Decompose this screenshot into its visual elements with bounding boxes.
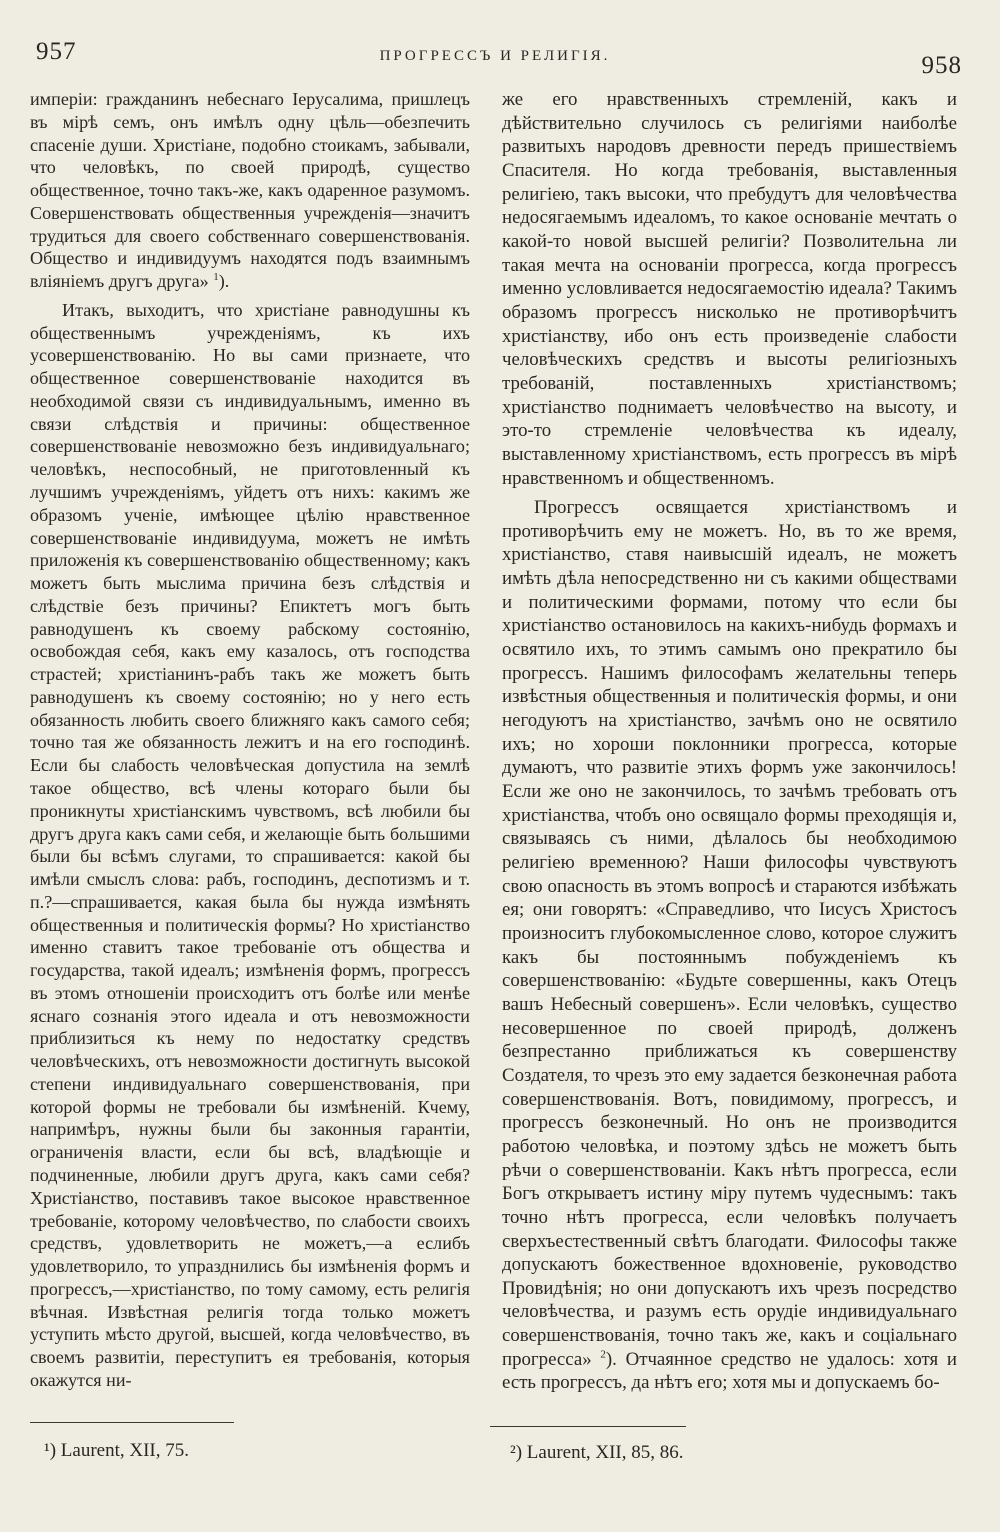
right-paragraph-2: Прогрессъ освящается христiанствомъ и противорѣчить ему не можетъ. Но, въ то же время, христiанство, ставя наивысшій идеалъ, не можетъ имѣть дѣла непосредственно ни съ какими обществами и политическими формами, потому что если бы христiанство остановилось на какихъ-нибудь формахъ и освятило ихъ, то этимъ самымъ оно прекратило бы прогрессъ. Нашимъ философамъ желательны теперь извѣстныя общественныя и политическія формы, и они негодуютъ на христiанство, зачѣмъ оно не освятило ихъ; но хороши поклонники прогресса, которые думаютъ, что развитіе этихъ формъ уже закончилось! Если же оно не закончилось, то зачѣмъ требовать отъ христiанства, чтобъ оно освящало формы преходящія и, связываясь съ ними, дѣлалось бы необходимою религіею временною? Наши философы чувствуютъ свою опасность въ этомъ вопросѣ и стараются избѣжать ея; они говорятъ: «Справедливо, что Іисусъ Христосъ произноситъ глубокомысленное слово, которое служитъ какъ бы постояннымъ побужденіемъ къ совершенствованію: «Будьте совершенны, какъ Отецъ вашъ Небесный совершенъ». Если человѣкъ, существо несовершенное по своей природѣ, долженъ безпрестанно приближаться къ совершенству Создателя, то чрезъ это ему задается безконечная работа совершенствованія. Вотъ, повидимому, прогрессъ, и прогрессъ безконечный. Но онъ не производится работою человѣка, и поэтому здѣсь не можетъ быть рѣчи о совершенствованіи. Какъ нѣтъ прогресса, если Богъ открываетъ истину міру путемъ чудеснымъ: такъ точно нѣтъ прогресса, если человѣкъ получаетъ сверхъестественный свѣтъ благодати. Философы также допускаютъ божественное вдохновеніе, руководство Провидѣнія; но они допускаютъ ихъ чрезъ посредство человѣчества, и разумъ есть орудіе индивидуальнаго совершенствованія, точно такъ же, какъ и соціальнаго прогресса» $^2$). Отчаянное средство не удалось: хотя и есть прогрессъ, да нѣтъ его; хотя мы и допускаемъ бо-	[502, 497, 957, 1394]
page-header	[28, 38, 962, 78]
right-paragraph-1: же его нравственныхъ стремленій, какъ и дѣйствительно случилось съ религіями наиболѣе развитыхъ народовъ древности передъ пришествіемъ Спасителя. Но когда требованія, выставленныя религіею, такъ высоки, что пребудутъ для человѣчества недосягаемымъ идеаломъ, то какое основаніе мечтать о какой-то новой высшей религіи? Позволительна ли такая мечта на основаніи прогресса, когда прогрессъ именно условливается недосягаемостію идеала? Такимъ образомъ прогрессъ нисколько не противорѣчитъ христiанству, ибо онъ есть произведеніе слабости человѣческихъ средствъ и высоты религіозныхъ требованій, поставленныхъ христiанствомъ; христiанство поднимаетъ человѣчество на высоту, и это-то стремленіе человѣчества къ идеалу, выставленному христiанствомъ, есть прогрессъ въ мірѣ нравственномъ и общественномъ.	[502, 89, 957, 489]
left-paragraph-2: Итакъ, выходитъ, что христiане равнодушны къ общественнымъ учрежденіямъ, къ ихъ усовершенствованію. Но вы сами признаете, что общественное совершенствованіе находится въ необходимой связи съ индивидуальнымъ, именно въ связи слѣдствія и причины: общественное совершенствованіе невозможно безъ индивидуальнаго; человѣкъ, неспособный, не приготовленный къ лучшимъ учрежденіямъ, уйдетъ отъ нихъ: какимъ же образомъ ученіе, имѣющее цѣлію нравственное совершенствованіе индивидуума, можетъ не имѣть приложенія къ совершенствованію общественному; какъ можетъ быть мыслима причина безъ слѣдствія и слѣдствіе безъ причины? Епиктетъ могъ быть равнодушенъ къ своему рабскому состоянію, освобождая себя, какъ ему казалось, отъ господства страстей; христiанинъ-рабъ такъ же можетъ быть равнодушенъ къ своему состоянію; но у него есть обязанность любить своего ближняго какъ самого себя; точно тая же обязанность лежитъ и на его господинѣ. Если бы слабость человѣческая допустила на землѣ такое общество, всѣ члены котораго были бы проникнуты христiанскимъ чувствомъ, всѣ любили бы другъ друга какъ сами себя, и желающіе быть большими были бы всѣмъ слугами, то спрашивается: какой бы имѣли смыслъ слова: рабъ, господинъ, деспотизмъ и т. п.?—спрашивается, какая была бы нужда измѣнять общественныя и политическія формы? Но христiанство именно ставитъ такое требованіе отъ общества и государства, такой идеалъ; измѣненія формъ, прогрессъ въ этомъ отношеніи происходитъ отъ болѣе или менѣе яснаго сознанія этого идеала и отъ невозможности приблизиться къ нему по недостатку средствъ человѣческихъ, отъ невозможности достигнуть высокой степени индивидуальнаго совершенствованія, при которой формы не требовали бы измѣненій. Кчему, напримѣръ, нужны были бы законныя гарантіи, ограниченія власти, если бы всѣ, владѣющіе и подчиненные, любили другъ друга, какъ сами себя? Христiанство, поставивъ такое высокое нравственное требованіе, которому человѣчество, по слабости своихъ средствъ, удовлетворить не можетъ,—а еслибъ удовлетворило, то упразднились бы измѣненія формъ и прогрессъ,—христiанство, по тому самому, есть религія вѣчная. Извѣстная религія тогда только можетъ уступить мѣсто другой, высшей, когда человѣчество, въ своемъ развитіи, переступитъ ея требованія, которыя окажутся ни-	[30, 299, 470, 1390]
footnote-divider-left	[30, 1422, 234, 1423]
right-column	[502, 88, 957, 1395]
running-title: ПРОГРЕССЪ И РЕЛИГІЯ.	[379, 48, 611, 64]
left-paragraph-1: имперіи: гражданинъ небеснаго Іерусалима, пришлецъ въ мірѣ семъ, онъ имѣлъ одну цѣль—обезпечить спасеніе души. Христiане, подобно стоикамъ, забывали, что человѣкъ, по своей природѣ, существо общественное, точно такъ-же, какъ одаренное разумомъ. Совершенствовать общественныя учрежденія—значитъ трудиться для своего собственнаго совершенствованія. Общество и индивидуумъ находятся подъ взаимнымъ вліяніемъ другъ друга» $^1$).	[30, 89, 470, 292]
page-number-left: 957	[36, 38, 77, 65]
footnote-divider-right	[490, 1426, 686, 1427]
page-number-right: 958	[921, 52, 962, 79]
footnote-ref-2: 2	[600, 1348, 606, 1361]
left-column	[30, 88, 470, 1392]
footnote-right: ²) Laurent, XII, 85, 86.	[510, 1442, 684, 1463]
footnote-left: ¹) Laurent, XII, 75.	[44, 1440, 189, 1461]
footnote-ref-1: 1	[213, 271, 219, 284]
